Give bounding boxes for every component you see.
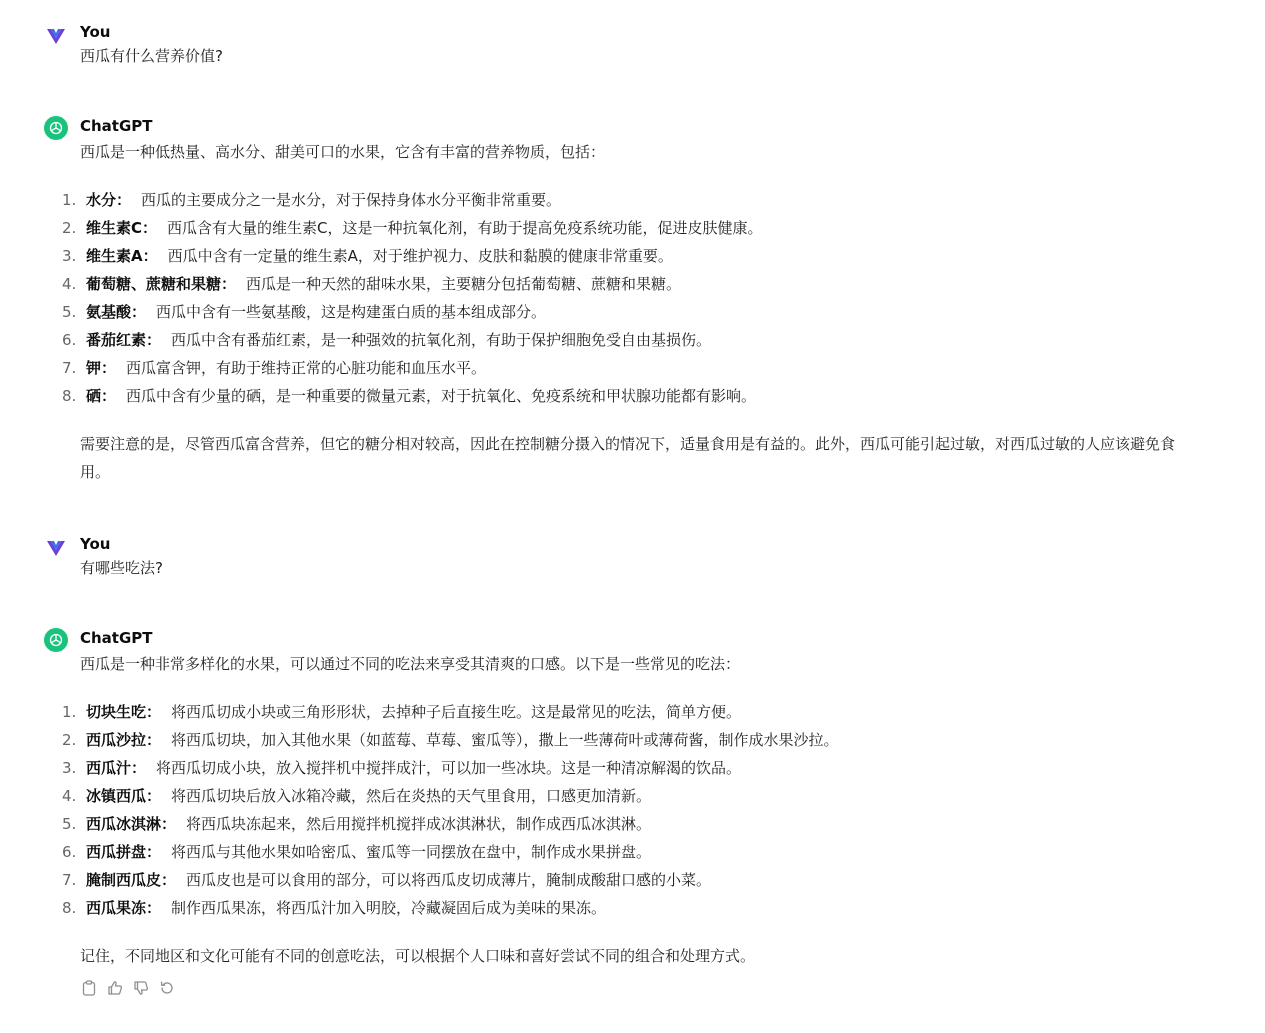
list-item-desc: 西瓜中含有一些氨基酸，这是构建蛋白质的基本组成部分。 — [156, 303, 547, 321]
list-item: 5. 西瓜冰淇淋： 将西瓜块冻起来，然后用搅拌机搅拌成冰淇淋状，制作成西瓜冰淇淋。 — [62, 815, 652, 833]
copy-icon[interactable] — [80, 979, 97, 996]
list-item-desc: 西瓜含有大量的维生素C，这是一种抗氧化剂，有助于提高免疫系统功能，促进皮肤健康。 — [167, 219, 763, 237]
list-item: 1. 切块生吃： 将西瓜切成小块或三角形形状，去掉种子后直接生吃。这是最常见的吃法，简单方便。 — [62, 703, 742, 721]
list-item: 6. 番茄红素： 西瓜中含有番茄红素，是一种强效的抗氧化剂，有助于保护细胞免受自由基损伤。 — [62, 331, 712, 349]
list-item-desc: 将西瓜与其他水果如哈密瓜、蜜瓜等一同摆放在盘中，制作成水果拼盘。 — [171, 843, 652, 861]
thumbs-up-icon[interactable] — [106, 979, 123, 996]
list-item: 2. 维生素C： 西瓜含有大量的维生素C，这是一种抗氧化剂，有助于提高免疫系统功能，促进皮肤健康。 — [62, 219, 763, 237]
openai-logo-icon — [44, 628, 68, 652]
assistant-outro-text: 记住，不同地区和文化可能有不同的创意吃法，可以根据个人口味和喜好尝试不同的组合和处理方式。 — [80, 947, 756, 965]
list-item-term: 水分： — [86, 191, 132, 209]
thumbs-down-icon[interactable] — [132, 979, 149, 996]
eating-methods-list — [0, 698, 839, 922]
list-item-term: 钾： — [86, 359, 117, 377]
list-item-desc: 西瓜富含钾，有助于维持正常的心脏功能和血压水平。 — [126, 359, 487, 377]
list-item-desc: 西瓜中含有一定量的维生素A，对于维护视力、皮肤和黏膜的健康非常重要。 — [167, 247, 673, 265]
list-item-term: 维生素C： — [86, 219, 158, 237]
list-item-desc: 将西瓜切成小块或三角形形状，去掉种子后直接生吃。这是最常见的吃法，简单方便。 — [171, 703, 742, 721]
list-item: 4. 葡萄糖、蔗糖和果糖： 西瓜是一种天然的甜味水果，主要糖分包括葡萄糖、蔗糖和果糖。 — [62, 275, 682, 293]
list-item-desc: 西瓜中含有少量的硒，是一种重要的微量元素，对于抗氧化、免疫系统和甲状腺功能都有影响。 — [126, 387, 757, 405]
list-item: 4. 冰镇西瓜： 将西瓜切块后放入冰箱冷藏，然后在炎热的天气里食用，口感更加清新。 — [62, 787, 652, 805]
list-item: 7. 钾： 西瓜富含钾，有助于维持正常的心脏功能和血压水平。 — [62, 359, 487, 377]
list-item: 1. 水分： 西瓜的主要成分之一是水分，对于保持身体水分平衡非常重要。 — [62, 191, 562, 209]
list-item-term: 西瓜沙拉： — [86, 731, 162, 749]
message-author: You — [80, 23, 111, 41]
list-item-term: 氨基酸： — [86, 303, 147, 321]
list-item-term: 维生素A： — [86, 247, 158, 265]
assistant-intro-text: 西瓜是一种低热量、高水分、甜美可口的水果，它含有丰富的营养物质，包括： — [80, 143, 606, 161]
list-item: 2. 西瓜沙拉： 将西瓜切块，加入其他水果（如蓝莓、草莓、蜜瓜等），撒上一些薄荷叶或薄荷酱，制作成水果沙拉。 — [62, 731, 839, 749]
list-item-term: 西瓜汁： — [86, 759, 147, 777]
user-v-logo-icon — [44, 24, 68, 48]
list-item-term: 切块生吃： — [86, 703, 162, 721]
list-item-term: 西瓜冰淇淋： — [86, 815, 177, 833]
list-item-term: 硒： — [86, 387, 117, 405]
assistant-intro-text: 西瓜是一种非常多样化的水果，可以通过不同的吃法来享受其清爽的口感。以下是一些常见的吃法： — [80, 655, 741, 673]
list-item-term: 番茄红素： — [86, 331, 162, 349]
regenerate-icon[interactable] — [158, 979, 175, 996]
list-item: 7. 腌制西瓜皮： 西瓜皮也是可以食用的部分，可以将西瓜皮切成薄片，腌制成酸甜口感的小菜。 — [62, 871, 712, 889]
list-item-term: 西瓜果冻： — [86, 899, 162, 917]
message-actions — [80, 979, 175, 996]
list-item-desc: 西瓜皮也是可以食用的部分，可以将西瓜皮切成薄片，腌制成酸甜口感的小菜。 — [186, 871, 712, 889]
message-author: ChatGPT — [80, 117, 153, 135]
list-item: 3. 维生素A： 西瓜中含有一定量的维生素A，对于维护视力、皮肤和黏膜的健康非常重要。 — [62, 247, 673, 265]
list-item-term: 腌制西瓜皮： — [86, 871, 177, 889]
user-v-logo-icon — [44, 536, 68, 560]
list-item-term: 葡萄糖、蔗糖和果糖： — [86, 275, 237, 293]
list-item-desc: 西瓜的主要成分之一是水分，对于保持身体水分平衡非常重要。 — [141, 191, 562, 209]
list-item-desc: 西瓜中含有番茄红素，是一种强效的抗氧化剂，有助于保护细胞免受自由基损伤。 — [171, 331, 712, 349]
user-message-text: 西瓜有什么营养价值? — [80, 47, 223, 65]
list-item-desc: 将西瓜切块，加入其他水果（如蓝莓、草莓、蜜瓜等），撒上一些薄荷叶或薄荷酱，制作成水果沙拉。 — [171, 731, 839, 749]
list-item: 5. 氨基酸： 西瓜中含有一些氨基酸，这是构建蛋白质的基本组成部分。 — [62, 303, 547, 321]
user-message-text: 有哪些吃法? — [80, 559, 163, 577]
list-item-desc: 将西瓜切块后放入冰箱冷藏，然后在炎热的天气里食用，口感更加清新。 — [171, 787, 652, 805]
list-item-desc: 制作西瓜果冻，将西瓜汁加入明胶，冷藏凝固后成为美味的果冻。 — [171, 899, 607, 917]
list-item: 8. 西瓜果冻： 制作西瓜果冻，将西瓜汁加入明胶，冷藏凝固后成为美味的果冻。 — [62, 899, 607, 917]
nutrition-list — [0, 186, 763, 410]
list-item: 6. 西瓜拼盘： 将西瓜与其他水果如哈密瓜、蜜瓜等一同摆放在盘中，制作成水果拼盘。 — [62, 843, 652, 861]
assistant-outro-text: 需要注意的是，尽管西瓜富含营养，但它的糖分相对较高，因此在控制糖分摄入的情况下，适量食用是有益的。此外，西瓜可能引起过敏，对西瓜过敏的人应该避免食用。 — [80, 435, 1176, 481]
message-author: You — [80, 535, 111, 553]
list-item-desc: 西瓜是一种天然的甜味水果，主要糖分包括葡萄糖、蔗糖和果糖。 — [246, 275, 682, 293]
list-item-desc: 将西瓜切成小块，放入搅拌机中搅拌成汁，可以加一些冰块。这是一种清凉解渴的饮品。 — [156, 759, 742, 777]
list-item: 8. 硒： 西瓜中含有少量的硒，是一种重要的微量元素，对于抗氧化、免疫系统和甲状腺功能都有影响。 — [62, 387, 757, 405]
list-item-term: 冰镇西瓜： — [86, 787, 162, 805]
list-item-desc: 将西瓜块冻起来，然后用搅拌机搅拌成冰淇淋状，制作成西瓜冰淇淋。 — [186, 815, 652, 833]
list-item-term: 西瓜拼盘： — [86, 843, 162, 861]
message-author: ChatGPT — [80, 629, 153, 647]
openai-logo-icon — [44, 116, 68, 140]
list-item: 3. 西瓜汁： 将西瓜切成小块，放入搅拌机中搅拌成汁，可以加一些冰块。这是一种清凉解渴的饮品。 — [62, 759, 742, 777]
